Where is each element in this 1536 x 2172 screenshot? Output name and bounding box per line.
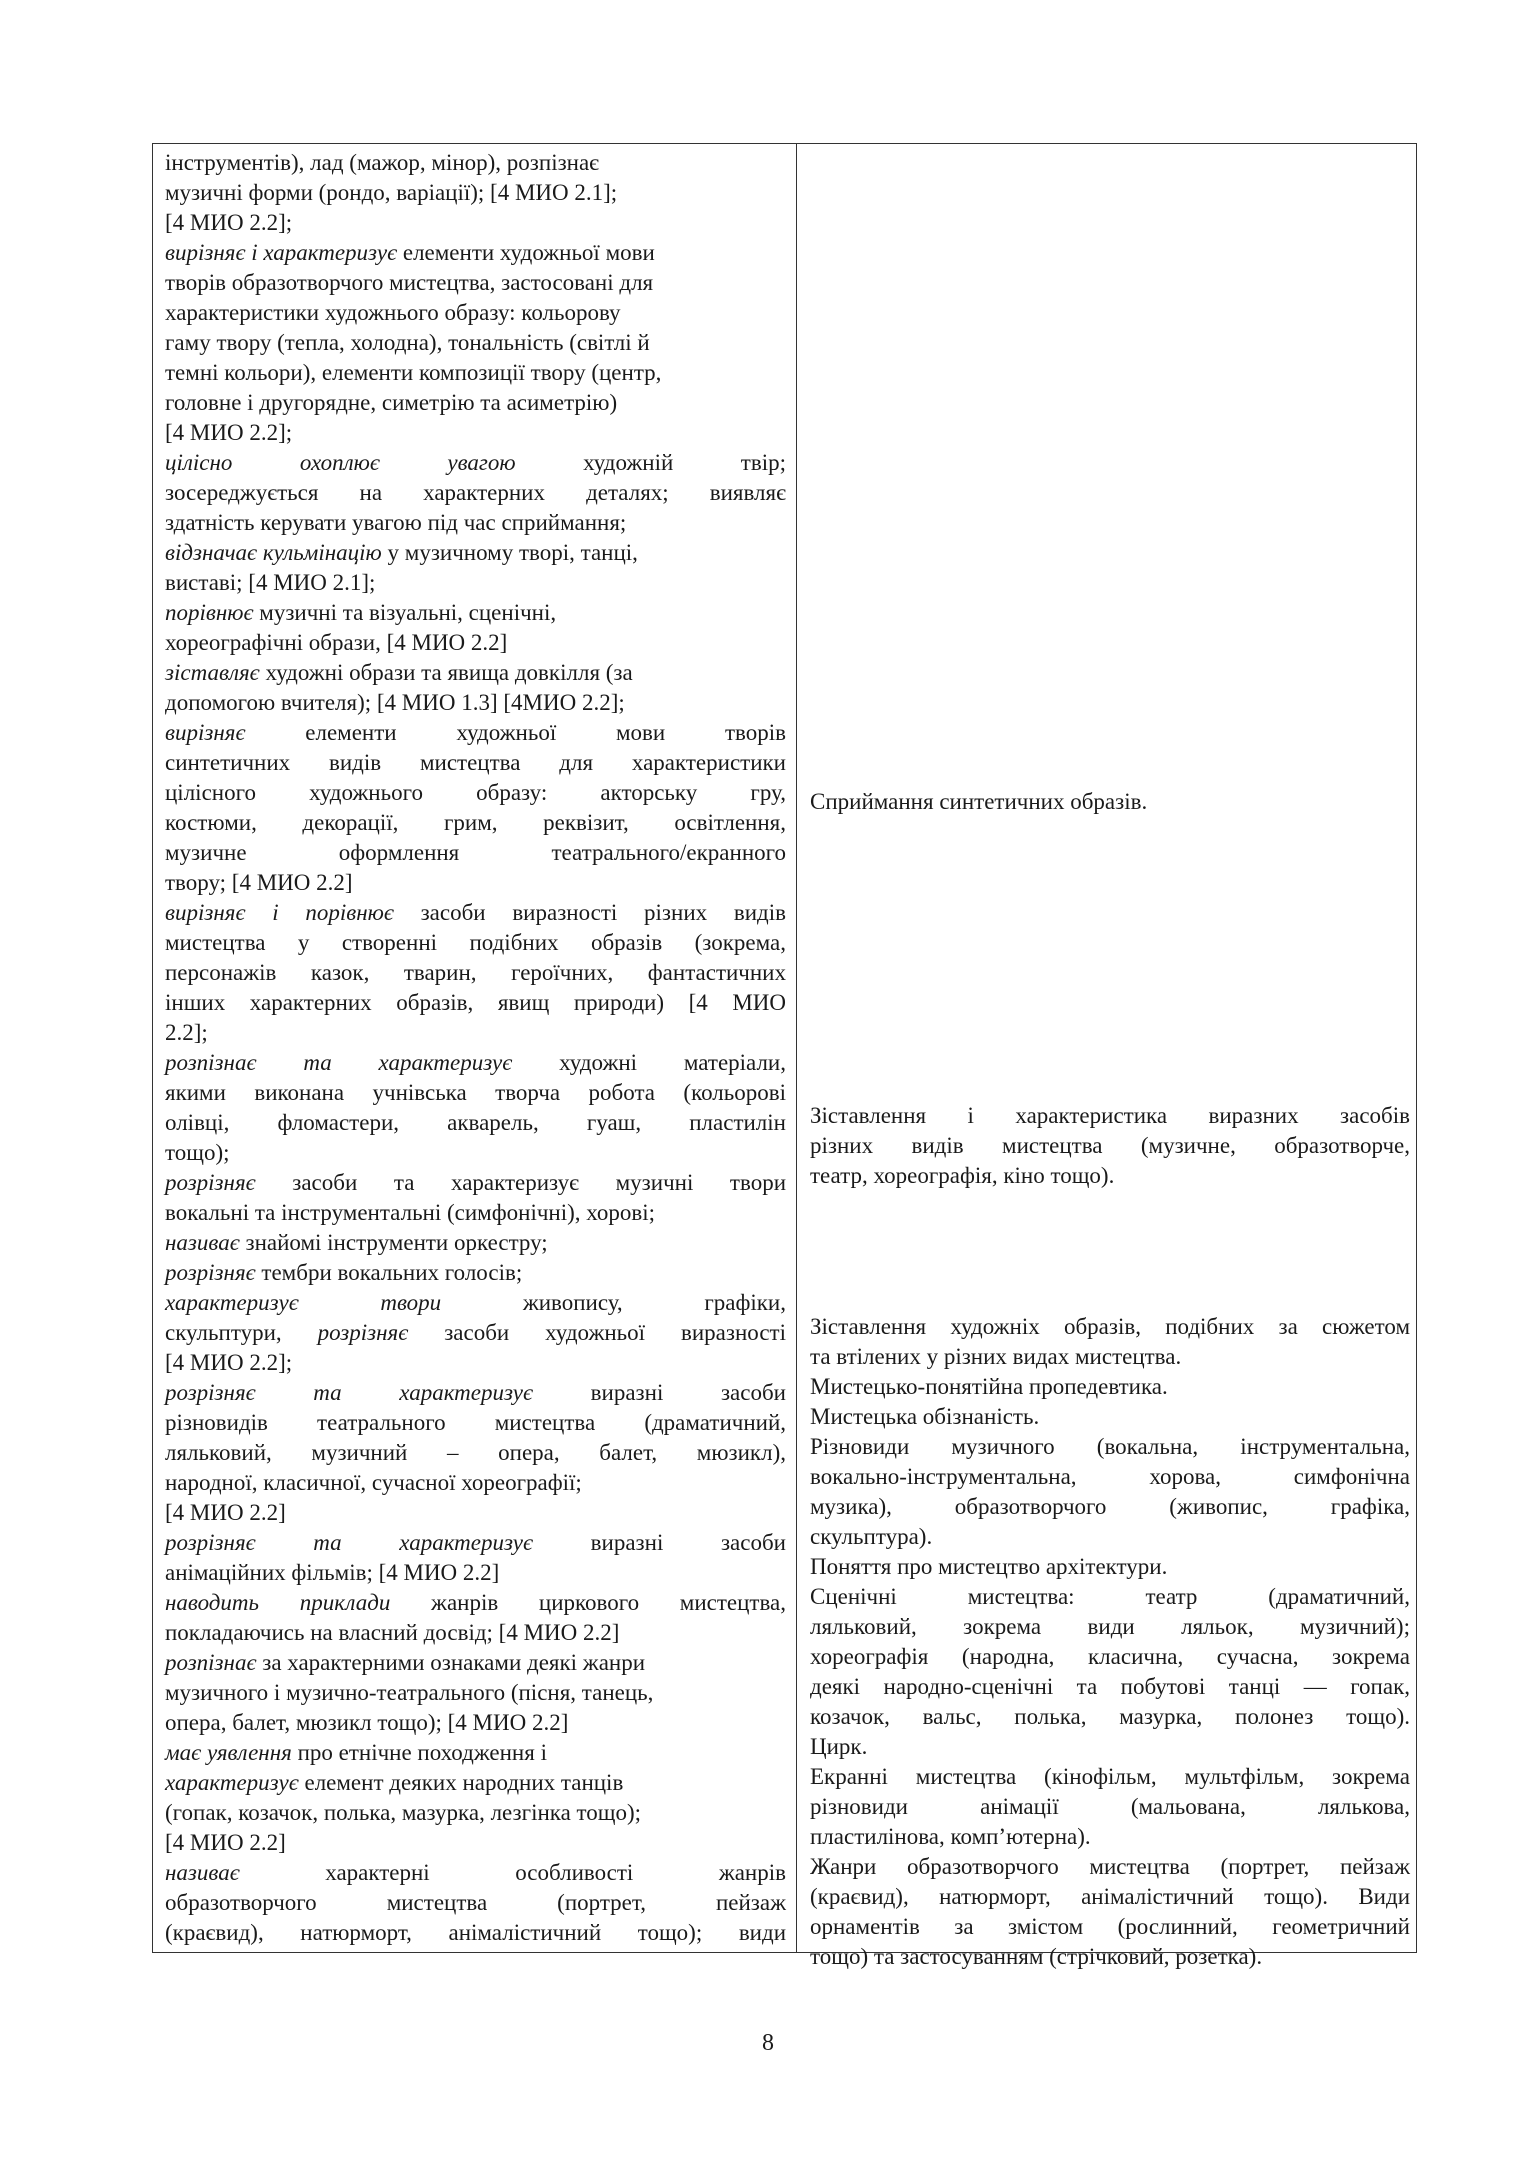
text-segment: характерні особливості жанрів — [239, 1860, 786, 1885]
text-line — [165, 658, 786, 688]
content-cell — [797, 144, 1417, 1969]
text-segment: цілісного художнього образу: акторську гру, — [165, 780, 786, 805]
content-line: та втілених у різних видах мистецтва. — [810, 1344, 1182, 1369]
text-line — [165, 178, 786, 208]
text-segment: виразні засоби — [533, 1530, 786, 1555]
content-line: Екранні мистецтва (кінофільм, мультфільм, зокрема — [810, 1764, 1410, 1789]
text-line — [165, 1858, 786, 1888]
keyword-verb: розрізняє — [165, 1170, 256, 1195]
keyword-verb: розрізняє — [317, 1320, 409, 1345]
text-line — [165, 388, 786, 418]
content-block-comparison — [810, 1101, 1410, 1191]
text-segment: твору; [4 МИО 2.2] — [165, 870, 353, 895]
text-segment: здатність керувати увагою під час сприймання; — [165, 510, 627, 535]
text-line — [165, 808, 786, 838]
text-line — [165, 838, 786, 868]
text-line — [165, 1168, 786, 1198]
text-segment: музичні та візуальні, сценічні, — [253, 600, 557, 625]
curriculum-table — [152, 143, 1417, 1969]
text-segment: тембри вокальних голосів; — [255, 1260, 523, 1285]
text-line — [165, 1528, 786, 1558]
text-line — [165, 928, 786, 958]
text-line — [165, 1888, 786, 1918]
text-segment: художній твір; — [515, 450, 786, 475]
text-segment: живопису, графіки, — [441, 1290, 786, 1315]
text-line — [165, 1288, 786, 1318]
keyword-verb: вирізняє і порівнює — [165, 900, 394, 925]
expected-results-text — [165, 148, 786, 1948]
content-line: деякі народно-сценічні та побутові танці — гопак, — [810, 1674, 1410, 1699]
text-line — [165, 1228, 786, 1258]
text-line — [165, 238, 786, 268]
text-line — [165, 1738, 786, 1768]
text-line — [165, 868, 786, 898]
text-segment: [4 МИО 2.2]; — [165, 1350, 293, 1375]
text-line — [165, 358, 786, 388]
text-line — [165, 1918, 786, 1948]
text-segment: засоби художньої виразності — [408, 1320, 786, 1345]
text-line — [165, 1468, 786, 1498]
text-line — [165, 1198, 786, 1228]
content-line: Мистецько-понятійна пропедевтика. — [810, 1374, 1168, 1399]
keyword-verb: називає — [165, 1860, 240, 1885]
text-segment: (краєвид), натюрморт, анімалістичний тощо); види — [165, 1920, 786, 1945]
text-line — [165, 1438, 786, 1468]
keyword-verb: зіставляє — [165, 660, 260, 685]
content-line: театр, хореографія, кіно тощо). — [810, 1163, 1115, 1188]
text-line — [165, 628, 786, 658]
text-line — [165, 1648, 786, 1678]
text-segment: олівці, фломастери, акварель, гуаш, пластилін — [165, 1110, 786, 1135]
text-segment: опера, балет, мюзикл тощо); [4 МИО 2.2] — [165, 1710, 569, 1735]
content-line: Сценічні мистецтва: театр (драматичний, — [810, 1584, 1410, 1609]
keyword-verb: має уявлення — [165, 1740, 292, 1765]
content-line: Сприймання синтетичних образів. — [810, 789, 1148, 814]
content-line: хореографія (народна, класична, сучасна, зокрема — [810, 1644, 1410, 1669]
text-line — [165, 1618, 786, 1648]
content-line: Різновиди музичного (вокальна, інструментальна, — [810, 1434, 1410, 1459]
text-line — [165, 298, 786, 328]
text-line — [165, 988, 786, 1018]
keyword-verb: розрізняє — [165, 1260, 256, 1285]
text-line — [165, 1768, 786, 1798]
text-line — [165, 328, 786, 358]
text-segment: ляльковий, музичний – опера, балет, мюзикл), — [165, 1440, 786, 1465]
content-line: пластилінова, комп’ютерна). — [810, 1824, 1091, 1849]
text-line — [165, 958, 786, 988]
table-row — [153, 144, 1417, 1953]
keyword-verb: відзначає кульмінацію — [165, 540, 382, 565]
content-line: (краєвид), натюрморт, анімалістичний тощо). Види — [810, 1884, 1410, 1909]
text-line — [165, 1678, 786, 1708]
text-segment: музичне оформлення театрального/екранного — [165, 840, 786, 865]
text-line — [165, 538, 786, 568]
keyword-verb: характеризує твори — [165, 1290, 442, 1315]
text-segment: допомогою вчителя); [4 МИО 1.3] [4МИО 2.2]; — [165, 690, 625, 715]
text-line — [165, 1378, 786, 1408]
text-segment: гаму твору (тепла, холодна), тональність (світлі й — [165, 330, 650, 355]
text-segment: музичні форми (рондо, варіації); [4 МИО 2.1]; — [165, 180, 618, 205]
expected-results-cell — [153, 144, 797, 1953]
text-segment: жанрів циркового мистецтва, — [390, 1590, 786, 1615]
text-segment: якими виконана учнівська творча робота (кольорові — [165, 1080, 786, 1105]
text-segment: (гопак, козачок, полька, мазурка, лезгінка тощо); — [165, 1800, 642, 1825]
text-segment: виставі; [4 МИО 2.1]; — [165, 570, 376, 595]
text-segment: у музичному творі, танці, — [381, 540, 638, 565]
content-line: вокально-інструментальна, хорова, симфонічна — [810, 1464, 1410, 1489]
content-line: скульптура). — [810, 1524, 933, 1549]
text-line — [165, 1408, 786, 1438]
text-line — [165, 1498, 786, 1528]
text-segment: [4 МИО 2.2] — [165, 1830, 286, 1855]
text-segment: вокальні та інструментальні (симфонічні), хорові; — [165, 1200, 656, 1225]
text-segment: засоби та характеризує музичні твори — [255, 1170, 786, 1195]
content-line: Жанри образотворчого мистецтва (портрет, пейзаж — [810, 1854, 1410, 1879]
content-line: Поняття про мистецтво архітектури. — [810, 1554, 1168, 1579]
text-line — [165, 478, 786, 508]
text-line — [165, 448, 786, 478]
text-line — [165, 1138, 786, 1168]
text-segment: головне і другорядне, симетрію та асиметрію) — [165, 390, 618, 415]
content-line: різних видів мистецтва (музичне, образотворче, — [810, 1133, 1410, 1158]
text-line — [165, 1828, 786, 1858]
text-line — [165, 778, 786, 808]
text-segment: художні матеріали, — [512, 1050, 786, 1075]
content-line: ляльковий, зокрема види ляльок, музичний); — [810, 1614, 1410, 1639]
text-segment: образотворчого мистецтва (портрет, пейзаж — [165, 1890, 786, 1915]
text-segment: виразні засоби — [533, 1380, 786, 1405]
keyword-verb: порівнює — [165, 600, 254, 625]
text-segment: [4 МИО 2.2]; — [165, 210, 293, 235]
text-segment: інструментів), лад (мажор, мінор), розпізнає — [165, 150, 600, 175]
content-line: Мистецька обізнаність. — [810, 1404, 1040, 1429]
text-segment: персонажів казок, тварин, героїчних, фантастичних — [165, 960, 786, 985]
content-block-art-concepts — [810, 1312, 1410, 1972]
keyword-verb: наводить приклади — [165, 1590, 391, 1615]
text-line — [165, 1258, 786, 1288]
text-segment: різновидів театрального мистецтва (драматичний, — [165, 1410, 786, 1435]
text-segment: характеристики художнього образу: кольорову — [165, 300, 621, 325]
keyword-verb: вирізняє — [165, 720, 246, 745]
text-line — [165, 748, 786, 778]
text-segment: музичного і музично-театрального (пісня, танець, — [165, 1680, 654, 1705]
text-segment: про етнічне походження і — [291, 1740, 547, 1765]
text-segment: художні образи та явища довкілля (за — [259, 660, 633, 685]
text-segment: темні кольори), елементи композиції твору (центр, — [165, 360, 662, 385]
content-line: тощо) та застосуванням (стрічковий, розетка). — [810, 1944, 1263, 1969]
keyword-verb: характеризує — [165, 1770, 299, 1795]
content-line: орнаментів за змістом (рослинний, геометричний — [810, 1914, 1410, 1939]
text-line — [165, 1108, 786, 1138]
keyword-verb: розпізнає — [165, 1650, 257, 1675]
text-line — [165, 1348, 786, 1378]
content-line: козачок, вальс, полька, мазурка, полонез тощо). — [810, 1704, 1410, 1729]
text-segment: інших характерних образів, явищ природи) [4 МИО — [165, 990, 786, 1015]
text-segment: мистецтва у створенні подібних образів (зокрема, — [165, 930, 786, 955]
text-segment: [4 МИО 2.2]; — [165, 420, 293, 445]
text-line — [165, 1018, 786, 1048]
content-line: Цирк. — [810, 1734, 868, 1759]
text-segment: синтетичних видів мистецтва для характеристики — [165, 750, 786, 775]
text-line — [165, 898, 786, 928]
text-segment: 2.2]; — [165, 1020, 208, 1045]
text-line — [165, 1048, 786, 1078]
text-line — [165, 1708, 786, 1738]
text-line — [165, 1078, 786, 1108]
text-line — [165, 1318, 786, 1348]
text-line — [165, 718, 786, 748]
text-segment: елементи художньої мови творів — [245, 720, 786, 745]
text-segment: анімаційних фільмів; [4 МИО 2.2] — [165, 1560, 500, 1585]
text-line — [165, 598, 786, 628]
text-line — [165, 1588, 786, 1618]
text-line — [165, 508, 786, 538]
text-segment: скульптури, — [165, 1320, 318, 1345]
text-line — [165, 568, 786, 598]
keyword-verb: розрізняє та характеризує — [165, 1380, 534, 1405]
content-line: різновиди анімації (мальована, лялькова, — [810, 1794, 1410, 1819]
text-segment: покладаючись на власний досвід; [4 МИО 2.2] — [165, 1620, 620, 1645]
text-segment: елемент деяких народних танців — [298, 1770, 624, 1795]
text-line — [165, 148, 786, 178]
keyword-verb: називає — [165, 1230, 240, 1255]
document-sheet — [152, 143, 1410, 1969]
keyword-verb: розрізняє та характеризує — [165, 1530, 534, 1555]
text-segment: костюми, декорації, грим, реквізит, освітлення, — [165, 810, 786, 835]
text-segment: засоби виразності різних видів — [393, 900, 786, 925]
content-line: музика), образотворчого (живопис, графіка, — [810, 1494, 1410, 1519]
text-segment: тощо); — [165, 1140, 230, 1165]
text-line — [165, 688, 786, 718]
keyword-verb: цілісно охоплює увагою — [165, 450, 516, 475]
text-segment: народної, класичної, сучасної хореографії; — [165, 1470, 582, 1495]
text-segment: за характерними ознаками деякі жанри — [256, 1650, 646, 1675]
text-segment: зосереджується на характерних деталях; виявляє — [165, 480, 786, 505]
text-line — [165, 268, 786, 298]
text-line — [165, 418, 786, 448]
text-segment: елементи художньої мови — [397, 240, 655, 265]
text-segment: знайомі інструменти оркестру; — [239, 1230, 548, 1255]
keyword-verb: розпізнає та характеризує — [165, 1050, 513, 1075]
content-block-synthetic-images — [810, 787, 1410, 817]
text-segment: хореографічні образи, [4 МИО 2.2] — [165, 630, 508, 655]
content-line: Зіставлення художніх образів, подібних за сюжетом — [810, 1314, 1410, 1339]
text-line — [165, 1798, 786, 1828]
text-segment: творів образотворчого мистецтва, застосовані для — [165, 270, 654, 295]
keyword-verb: вирізняє і характеризує — [165, 240, 398, 265]
page-number: 8 — [762, 2030, 774, 2056]
text-line — [165, 208, 786, 238]
content-line: Зіставлення і характеристика виразних засобів — [810, 1103, 1410, 1128]
text-line — [165, 1558, 786, 1588]
text-segment: [4 МИО 2.2] — [165, 1500, 286, 1525]
